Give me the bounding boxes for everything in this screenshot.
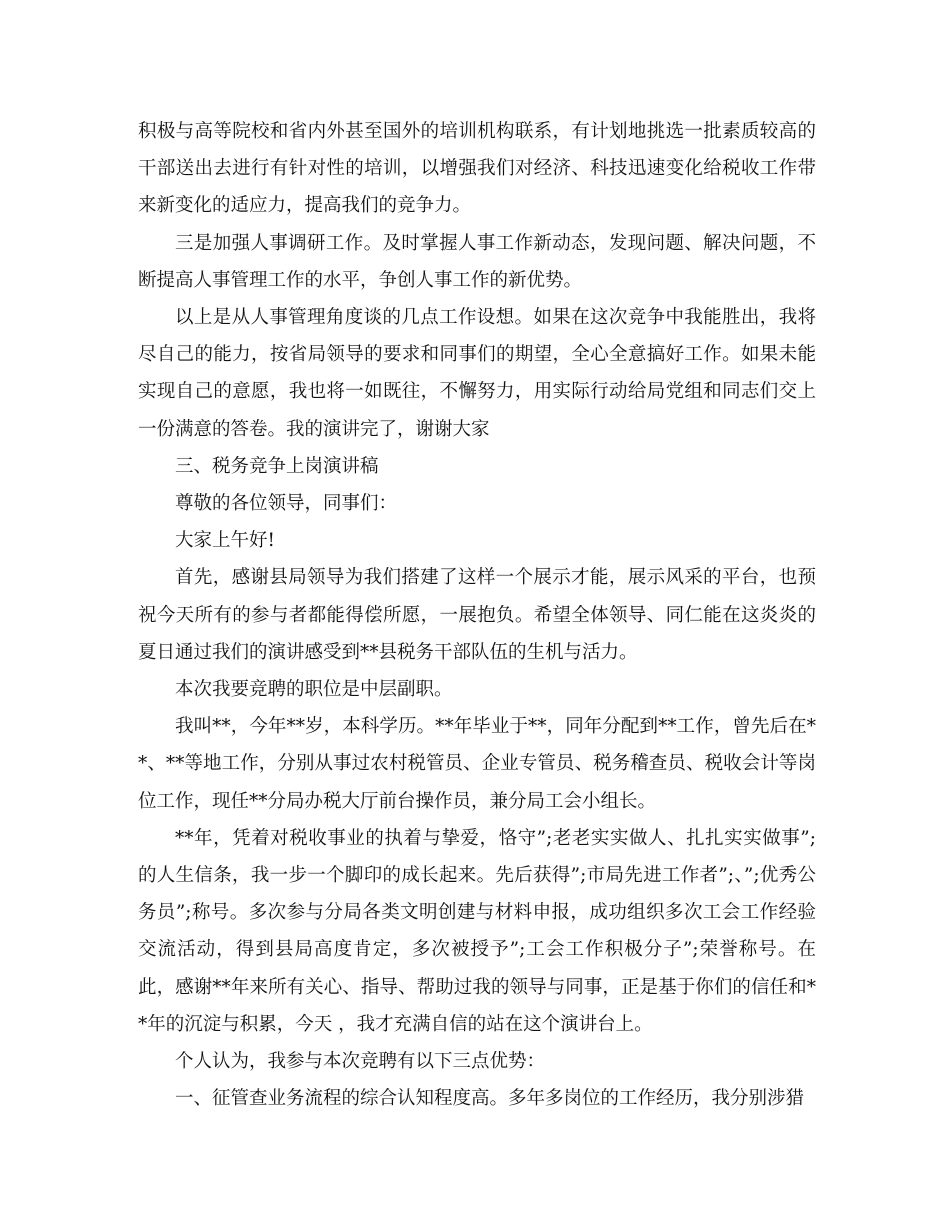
paragraph-achievements: **年，凭着对税收事业的执着与挚爱，恪守”;老老实实做人、扎扎实实做事”;的人生信条，我一步一个脚印的成长起来。先后获得”;市局先进工作者”;、”;优秀公务员”;称号。多次参与分局各类文明创建与材料申报，成功组织多次工会工作经验交流活动，得到县局高度肯定，多次被授予”;工会工作积极分子”;荣誉称号。在此，感谢**年来所有关心、指导、帮助过我的领导与同事，正是基于你们的信任和**年的沉淀与积累，今天 ，我才充满自信的站在这个演讲台上。	[138, 827, 816, 1035]
paragraph-position: 本次我要竞聘的职位是中层副职。	[175, 679, 453, 701]
paragraph-introduction: 我叫**，今年**岁，本科学历。**年毕业于**，同年分配到**工作，曾先后在**、**等地工作，分别从事过农村税管员、企业专管员、税务稽查员、税收会计等岗位工作，现任**分局办税大厅前台操作员，兼分局工会小组长。	[138, 716, 816, 812]
paragraph-advantage-one: 一、征管查业务流程的综合认知程度高。多年多岗位的工作经历，我分别涉猎	[175, 1088, 805, 1110]
paragraph-advantages-intro: 个人认为，我参与本次竞聘有以下三点优势：	[175, 1051, 546, 1073]
salutation: 尊敬的各位领导，同事们：	[175, 493, 398, 515]
paragraph-closing: 以上是从人事管理角度谈的几点工作设想。如果在这次竞争中我能胜出，我将尽自己的能力，按省局领导的要求和同事们的期望，全心全意搞好工作。如果未能实现自己的意愿，我也将一如既往，不懈努力，用实际行动给局党组和同志们交上一份满意的答卷。我的演讲完了，谢谢大家	[138, 307, 816, 440]
document-body	[138, 113, 816, 1117]
paragraph-thanks: 首先，感谢县局领导为我们搭建了这样一个展示才能，展示风采的平台，也预祝今天所有的参与者都能得偿所愿，一展抱负。希望全体领导、同仁能在这炎炎的夏日通过我们的演讲感受到**县税务干部队伍的生机与活力。	[138, 567, 816, 663]
paragraph-training: 积极与高等院校和省内外甚至国外的培训机构联系，有计划地挑选一批素质较高的干部送出去进行有针对性的培训，以增强我们对经济、科技迅速变化给税收工作带来新变化的适应力，提高我们的竞争力。	[138, 121, 816, 217]
section-heading: 三、税务竞争上岗演讲稿	[175, 455, 379, 477]
paragraph-research: 三是加强人事调研工作。及时掌握人事工作新动态，发现问题、解决问题，不断提高人事管理工作的水平，争创人事工作的新优势。	[138, 232, 816, 291]
greeting: 大家上午好!	[175, 530, 275, 552]
